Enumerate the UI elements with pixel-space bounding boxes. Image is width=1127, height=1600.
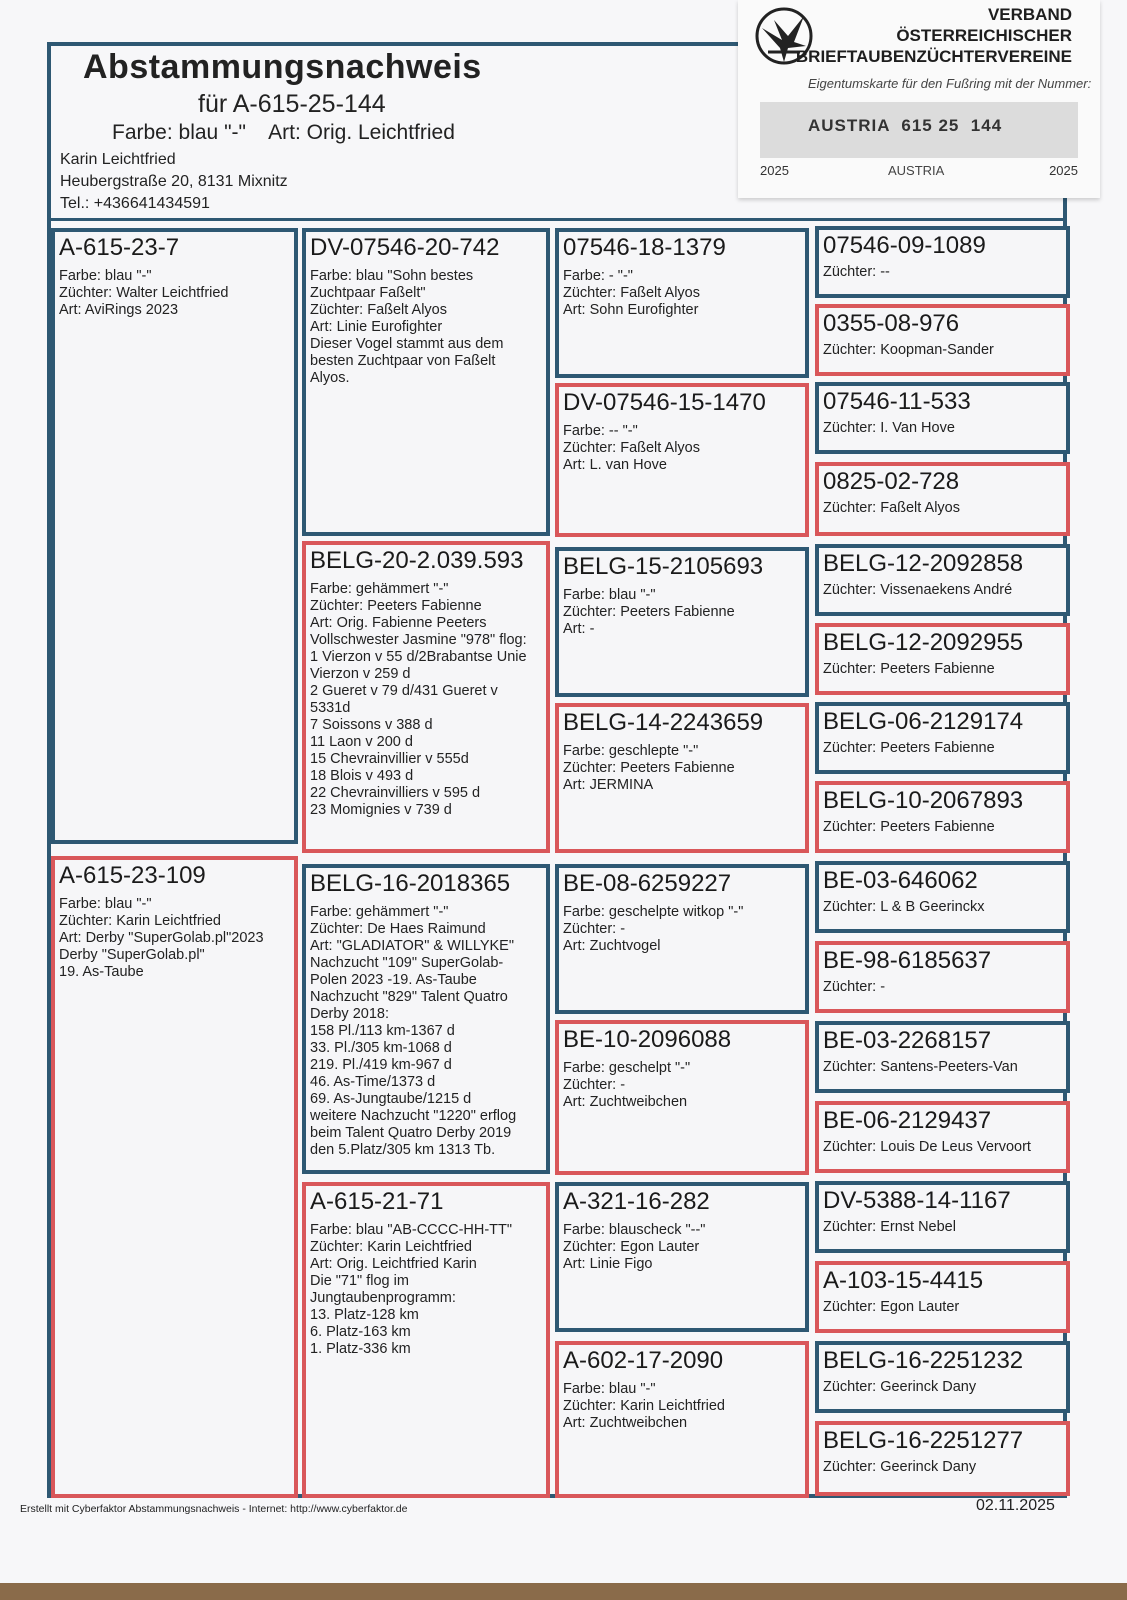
card-year-left: 2025 (760, 163, 789, 178)
bird-details: Farbe: gehämmert "-" Züchter: Peeters Fabienne Art: Orig. Fabienne Peeters Vollschwester Jasmine "978" flog: 1 Vierzon v 55 d/2Brabantse Unie Vierzon v 259 d 2 Gueret v 79 d/431 Gueret v 5331d 7 Soissons v 388 d 11 Laon v 200 d 15 Chevrainvillier v 555d 18 Blois v 493 d 22 Chevrainvilliers v 595 d 23 Momignies v 739 d (310, 581, 527, 818)
bird-details: Farbe: blauscheck "--" Züchter: Egon Lauter Art: Linie Figo (563, 1222, 706, 1272)
subject-color-and-strain: Farbe: blau "-" Art: Orig. Leichtfried (112, 121, 455, 144)
great-grandparent-2 (555, 383, 809, 537)
card-year-right: 2025 (1049, 163, 1078, 178)
bird-details: Züchter: L & B Geerinckx (823, 899, 985, 915)
bird-details: Züchter: Geerinck Dany (823, 1379, 977, 1395)
bird-details: Züchter: Egon Lauter (823, 1299, 960, 1315)
great-grandparent-4 (555, 703, 809, 853)
ownership-card (738, 0, 1100, 198)
ring-number: BE-06-2129437 (823, 1107, 992, 1134)
gg-grandparent-8 (815, 781, 1070, 853)
ring-number: BELG-16-2251277 (823, 1427, 1024, 1454)
bird-details: Farbe: -- "-" Züchter: Faßelt Alyos Art: L. van Hove (563, 423, 700, 473)
great-grandparent-6 (555, 1020, 809, 1175)
gg-grandparent-13 (815, 1181, 1070, 1253)
bird-details: Farbe: blau "-" Züchter: Karin Leichtfried Art: Zuchtweibchen (563, 1381, 725, 1431)
bird-details: Züchter: Santens-Peeters-Van (823, 1059, 1018, 1075)
bird-details: Züchter: Peeters Fabienne (823, 819, 995, 835)
bird-details: Züchter: I. Van Hove (823, 420, 955, 436)
ring-number: BELG-10-2067893 (823, 787, 1024, 814)
document-title: Abstammungsnachweis (83, 48, 482, 86)
grandparent-3 (302, 864, 550, 1174)
bird-details: Farbe: - "-" Züchter: Faßelt Alyos Art: Sohn Eurofighter (563, 268, 700, 318)
ring-number: BE-08-6259227 (563, 870, 732, 897)
gg-grandparent-16 (815, 1421, 1070, 1496)
ring-number: 07546-18-1379 (563, 234, 726, 261)
bird-details: Farbe: geschelpte witkop "-" Züchter: - Art: Zuchtvogel (563, 904, 744, 954)
ring-number: A-615-23-7 (59, 234, 180, 261)
card-country: AUSTRIA (888, 163, 945, 178)
ring-number: A-615-21-71 (310, 1188, 444, 1215)
parent-sire (51, 228, 298, 844)
bird-details: Farbe: blau "-" Züchter: Peeters Fabienne Art: - (563, 587, 735, 637)
great-grandparent-1 (555, 228, 809, 378)
grandparent-1 (302, 228, 550, 536)
bird-details: Züchter: Vissenaekens André (823, 582, 1013, 598)
ring-number: A-615-23-109 (59, 862, 206, 889)
ring-number: 0355-08-976 (823, 310, 960, 337)
ring-number: 0825-02-728 (823, 468, 960, 495)
grandparent-4 (302, 1182, 550, 1498)
bird-details: Züchter: Faßelt Alyos (823, 500, 960, 516)
great-grandparent-7 (555, 1182, 809, 1332)
owner-phone: Tel.: +436641434591 (60, 195, 210, 212)
ring-number: 07546-11-533 (823, 388, 971, 415)
gg-grandparent-12 (815, 1101, 1070, 1173)
gg-grandparent-11 (815, 1021, 1070, 1093)
ring-number: BELG-12-2092858 (823, 550, 1024, 577)
gg-grandparent-9 (815, 861, 1070, 933)
bird-details: Züchter: Koopman-Sander (823, 342, 994, 358)
bird-details: Farbe: gehämmert "-" Züchter: De Haes Raimund Art: "GLADIATOR" & WILLYKE" Nachzucht "109" SuperGolab- Polen 2023 -19. As-Taube Nachzucht "829" Talent Quatro Derby 2018: 158 Pl./113 km-1367 d 33. Pl./305 km-1068 d 219. Pl./419 km-967 d 46. As-Time/1373 d 69. As-Jungtaube/1215 d weitere Nachzucht "1220" erflog beim Talent Quatro Derby 2019 den 5.Platz/305 km 1313 Tb. (310, 904, 517, 1158)
bird-details: Farbe: blau "-" Züchter: Walter Leichtfried Art: AviRings 2023 (59, 268, 229, 318)
bird-details: Farbe: geschlepte "-" Züchter: Peeters Fabienne Art: JERMINA (563, 743, 735, 793)
gg-grandparent-3 (815, 382, 1070, 454)
owner-block (60, 149, 288, 215)
ring-number: A-602-17-2090 (563, 1347, 724, 1374)
ring-number: BELG-20-2.039.593 (310, 547, 524, 574)
gg-grandparent-6 (815, 623, 1070, 695)
bird-details: Farbe: geschelpt "-" Züchter: - Art: Zuchtweibchen (563, 1060, 691, 1110)
gg-grandparent-2 (815, 304, 1070, 376)
bird-details: Farbe: blau "-" Züchter: Karin Leichtfried Art: Derby "SuperGolab.pl"2023 Derby "SuperGolab.pl" 19. As-Taube (59, 896, 264, 980)
bird-details: Farbe: blau "AB-CCCC-HH-TT" Züchter: Karin Leichtfried Art: Orig. Leichtfried Karin Die "71" flog im Jungtaubenprogramm: 13. Platz-128 km 6. Platz-163 km 1. Platz-336 km (310, 1222, 513, 1357)
gg-grandparent-4 (815, 462, 1070, 536)
ring-number: DV-07546-20-742 (310, 234, 500, 261)
parent-dam (51, 856, 298, 1498)
grandparent-2 (302, 541, 550, 853)
gg-grandparent-14 (815, 1261, 1070, 1333)
ring-number: BE-10-2096088 (563, 1026, 732, 1053)
gg-grandparent-10 (815, 941, 1070, 1013)
table-surface (0, 1583, 1127, 1600)
bird-details: Züchter: Geerinck Dany (823, 1459, 977, 1475)
gg-grandparent-1 (815, 226, 1070, 298)
ring-number: AUSTRIA 615 25 144 (808, 116, 1003, 135)
owner-address: Heubergstraße 20, 8131 Mixnitz (60, 173, 288, 190)
card-subtitle: Eigentumskarte für den Fußring mit der Nummer: (808, 76, 1092, 91)
bird-details: Züchter: Ernst Nebel (823, 1219, 956, 1235)
gg-grandparent-7 (815, 702, 1070, 774)
bird-details: Züchter: Louis De Leus Vervoort (823, 1139, 1031, 1155)
bird-details: Züchter: Peeters Fabienne (823, 740, 995, 756)
ring-number: BE-03-646062 (823, 867, 978, 894)
association-name: VERBAND ÖSTERREICHISCHER BRIEFTAUBENZÜCHTERVEREINE (795, 5, 1072, 66)
great-grandparent-8 (555, 1341, 809, 1498)
ring-number: BELG-16-2251232 (823, 1347, 1024, 1374)
owner-name: Karin Leichtfried (60, 151, 176, 168)
ring-number: A-321-16-282 (563, 1188, 710, 1215)
ring-number: BELG-06-2129174 (823, 708, 1024, 735)
great-grandparent-5 (555, 864, 809, 1014)
bird-details: Züchter: Peeters Fabienne (823, 661, 995, 677)
gg-grandparent-5 (815, 544, 1070, 616)
ring-number: BELG-15-2105693 (563, 553, 764, 580)
bird-details: Farbe: blau "Sohn bestes Zuchtpaar Faßelt" Züchter: Faßelt Alyos Art: Linie Eurofighter Dieser Vogel stammt aus dem besten Zuchtpaar von Faßelt Alyos. (310, 268, 504, 386)
ring-number: BELG-12-2092955 (823, 629, 1024, 656)
ring-number: 07546-09-1089 (823, 232, 986, 259)
great-grandparent-3 (555, 547, 809, 697)
bird-details: Züchter: -- (823, 264, 890, 280)
ring-number: BE-03-2268157 (823, 1027, 992, 1054)
gg-grandparent-15 (815, 1341, 1070, 1413)
ring-number: BE-98-6185637 (823, 947, 992, 974)
ring-number: BELG-16-2018365 (310, 870, 511, 897)
ring-number: BELG-14-2243659 (563, 709, 764, 736)
document-subtitle: für A-615-25-144 (198, 90, 386, 118)
footer-date: 02.11.2025 (976, 1497, 1055, 1514)
ring-number: A-103-15-4415 (823, 1267, 984, 1294)
ring-number: DV-07546-15-1470 (563, 389, 766, 416)
bird-details: Züchter: - (823, 979, 886, 995)
ring-number: DV-5388-14-1167 (823, 1187, 1011, 1214)
footer-credit: Erstellt mit Cyberfaktor Abstammungsnachweis - Internet: http://www.cyberfaktor.de (20, 1503, 408, 1515)
